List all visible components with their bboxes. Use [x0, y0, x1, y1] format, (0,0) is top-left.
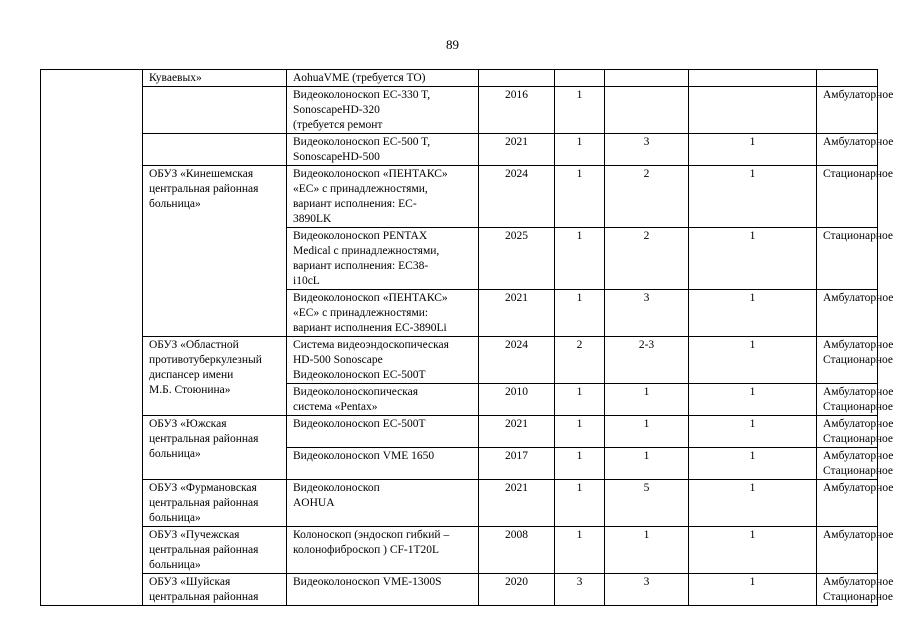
- value-cell: 1: [689, 448, 817, 480]
- year-cell: 2008: [479, 527, 555, 574]
- device-cell: Видеоколоноскоп PENTAX Medical с принадлежностями, вариант исполнения: EC38- i10cL: [287, 228, 479, 290]
- care-type-cell: Стационарное: [817, 228, 878, 290]
- value-cell: 2-3: [605, 337, 689, 384]
- value-cell: 1: [689, 384, 817, 416]
- quantity-cell: 3: [555, 574, 605, 606]
- quantity-cell: 1: [555, 134, 605, 166]
- quantity-cell: [555, 70, 605, 87]
- value-cell: 3: [605, 290, 689, 337]
- value-cell: 3: [605, 574, 689, 606]
- table-row: [41, 70, 878, 87]
- care-type-cell: Амбулаторное Стационарное: [817, 574, 878, 606]
- year-cell: 2017: [479, 448, 555, 480]
- care-type-cell: Стационарное: [817, 166, 878, 228]
- care-type-cell: Амбулаторное: [817, 527, 878, 574]
- care-type-cell: [817, 70, 878, 87]
- device-cell: Видеоколоноскоп «ПЕНТАКС» «EC» с принадлежностями, вариант исполнения: EC- 3890LK: [287, 166, 479, 228]
- year-cell: 2021: [479, 290, 555, 337]
- org-cell: ОБУЗ «Фурмановская центральная районная больница»: [143, 480, 287, 527]
- device-cell: Видеоколоноскоп EC-500T: [287, 416, 479, 448]
- care-type-cell: Амбулаторное Стационарное: [817, 337, 878, 384]
- equipment-table: [40, 69, 894, 606]
- org-cell: ОБУЗ «Южская центральная районная больница»: [143, 416, 287, 480]
- device-cell: Колоноскоп (эндоскоп гибкий – колонофиброскоп ) CF-1T20L: [287, 527, 479, 574]
- care-type-cell: Амбулаторное: [817, 290, 878, 337]
- quantity-cell: 1: [555, 290, 605, 337]
- org-cell: [143, 87, 287, 134]
- value-cell: 3: [605, 134, 689, 166]
- value-cell: 2: [605, 166, 689, 228]
- quantity-cell: 1: [555, 527, 605, 574]
- year-cell: 2021: [479, 416, 555, 448]
- blank-first-column-cell: [41, 70, 143, 606]
- care-type-cell: Амбулаторное: [817, 87, 878, 134]
- value-cell: 1: [605, 448, 689, 480]
- table-row: [41, 416, 878, 448]
- table-row: [41, 134, 878, 166]
- value-cell: 2: [605, 228, 689, 290]
- care-type-cell: Амбулаторное Стационарное: [817, 448, 878, 480]
- org-cell: Куваевых»: [143, 70, 287, 87]
- device-cell: Система видеоэндоскопическая HD-500 Sonoscape Видеоколоноскоп EC-500T: [287, 337, 479, 384]
- year-cell: [479, 70, 555, 87]
- quantity-cell: 1: [555, 448, 605, 480]
- device-cell: Видеоколоноскопическая система «Pentax»: [287, 384, 479, 416]
- table-row: [41, 87, 878, 134]
- value-cell: 1: [605, 384, 689, 416]
- value-cell: 1: [689, 134, 817, 166]
- org-cell: ОБУЗ «Кинешемская центральная районная больница»: [143, 166, 287, 337]
- value-cell: [689, 70, 817, 87]
- table-row: [41, 527, 878, 574]
- device-cell: Видеоколоноскоп «ПЕНТАКС» «EC» с принадлежностями: вариант исполнения EC-3890Li: [287, 290, 479, 337]
- quantity-cell: 1: [555, 87, 605, 134]
- year-cell: 2010: [479, 384, 555, 416]
- quantity-cell: 1: [555, 384, 605, 416]
- value-cell: 1: [689, 228, 817, 290]
- device-cell: Видеоколоноскоп VME 1650: [287, 448, 479, 480]
- org-cell: ОБУЗ «Шуйская центральная районная: [143, 574, 287, 606]
- care-type-cell: Амбулаторное Стационарное: [817, 384, 878, 416]
- device-cell: Видеоколоноскоп EC-330 T, SonoscapeHD-320 (требуется ремонт: [287, 87, 479, 134]
- year-cell: 2021: [479, 480, 555, 527]
- value-cell: 1: [605, 527, 689, 574]
- value-cell: 1: [605, 416, 689, 448]
- device-cell: Видеоколоноскоп AOHUA: [287, 480, 479, 527]
- org-cell: ОБУЗ «Областной противотуберкулезный диспансер имени М.Б. Стоюнина»: [143, 337, 287, 416]
- value-cell: [605, 87, 689, 134]
- year-cell: 2025: [479, 228, 555, 290]
- value-cell: [689, 87, 817, 134]
- quantity-cell: 1: [555, 416, 605, 448]
- quantity-cell: 1: [555, 166, 605, 228]
- quantity-cell: 2: [555, 337, 605, 384]
- value-cell: 1: [689, 527, 817, 574]
- value-cell: 1: [689, 166, 817, 228]
- table-row: [41, 166, 878, 228]
- care-type-cell: Амбулаторное: [817, 134, 878, 166]
- year-cell: 2024: [479, 166, 555, 228]
- page-number: 89: [446, 37, 459, 52]
- care-type-cell: Амбулаторное: [817, 480, 878, 527]
- table-row: [41, 574, 878, 606]
- table-row: [41, 337, 878, 384]
- device-cell: Видеоколоноскоп VME-1300S: [287, 574, 479, 606]
- quantity-cell: 1: [555, 480, 605, 527]
- device-cell: AohuaVME (требуется ТО): [287, 70, 479, 87]
- year-cell: 2021: [479, 134, 555, 166]
- value-cell: 1: [689, 290, 817, 337]
- org-cell: [143, 134, 287, 166]
- value-cell: 1: [689, 574, 817, 606]
- value-cell: 1: [689, 337, 817, 384]
- value-cell: [605, 70, 689, 87]
- year-cell: 2024: [479, 337, 555, 384]
- value-cell: 1: [689, 480, 817, 527]
- value-cell: 1: [689, 416, 817, 448]
- quantity-cell: 1: [555, 228, 605, 290]
- care-type-cell: Амбулаторное Стационарное: [817, 416, 878, 448]
- device-cell: Видеоколоноскоп EC-500 T, SonoscapeHD-500: [287, 134, 479, 166]
- year-cell: 2020: [479, 574, 555, 606]
- org-cell: ОБУЗ «Пучежская центральная районная больница»: [143, 527, 287, 574]
- value-cell: 5: [605, 480, 689, 527]
- table-row: [41, 480, 878, 527]
- year-cell: 2016: [479, 87, 555, 134]
